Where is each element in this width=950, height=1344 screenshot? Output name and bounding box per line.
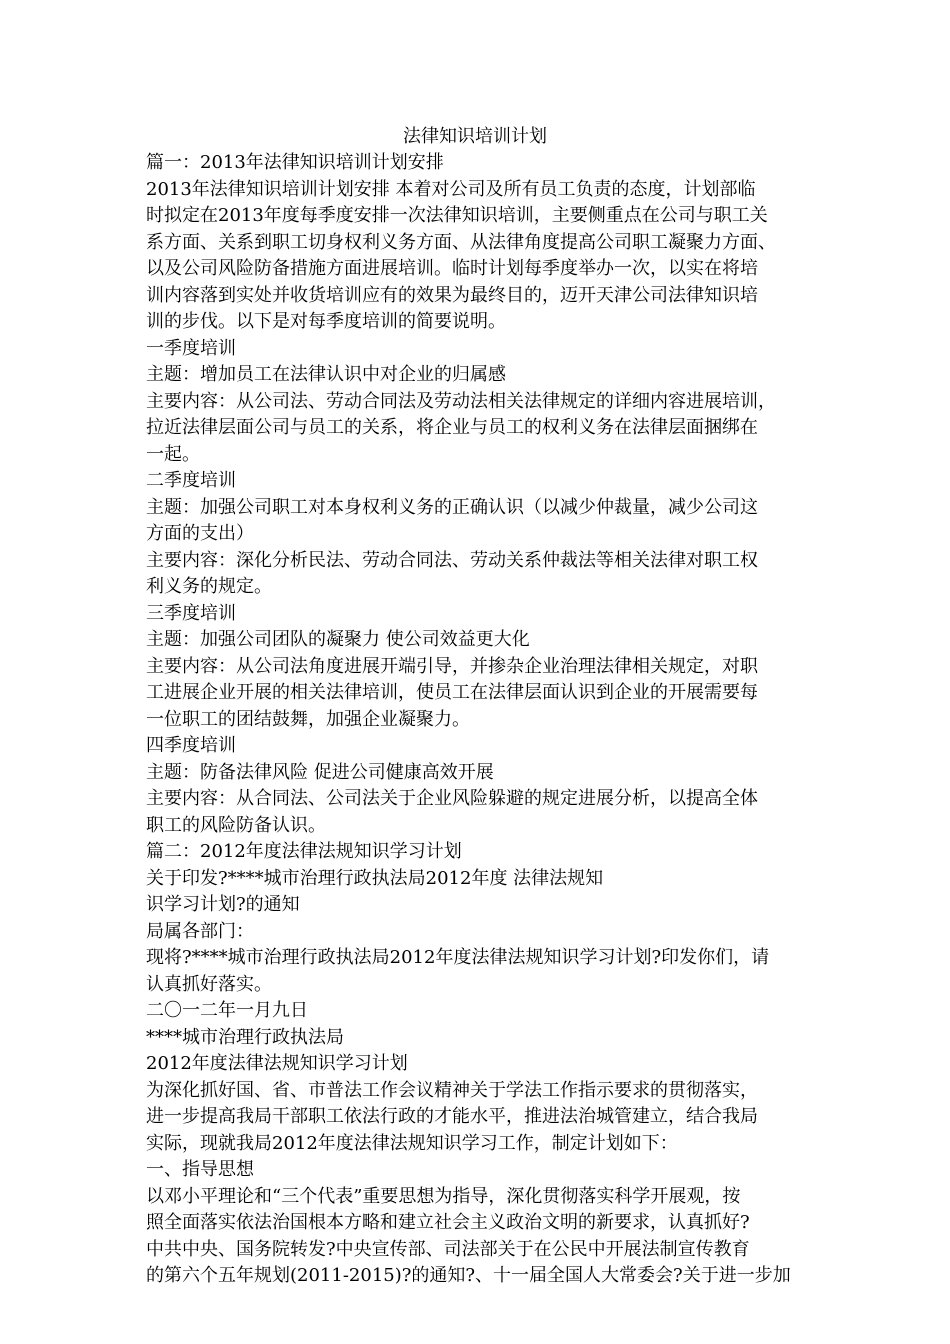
text-line: 中共中央、国务院转发?中央宣传部、司法部关于在公民中开展法制宣传教育 [146, 1238, 750, 1260]
text-line: 主要内容：深化分析民法、劳动合同法、劳动关系仲裁法等相关法律对职工权 [146, 549, 758, 571]
text-line: 2012年度法律法规知识学习计划 [146, 1053, 408, 1074]
text-line: 时拟定在2013年度每季度安排一次法律知识培训，主要侧重点在公司与职工关 [146, 205, 768, 226]
text-line: 一季度培训 [146, 337, 236, 359]
text-line: 二季度培训 [146, 470, 236, 491]
document-body [146, 150, 810, 1290]
text-line: ****城市治理行政执法局 [146, 1026, 344, 1048]
text-line: 工进展企业开展的相关法律培训，使员工在法律层面认识到企业的开展需要每 [146, 682, 758, 703]
text-line: 篇二：2012年度法律法规知识学习计划 [146, 841, 462, 862]
text-line: 一起。 [146, 443, 200, 465]
text-line: 进一步提高我局干部职工依法行政的才能水平，推进法治城管建立，结合我局 [146, 1106, 758, 1127]
text-line: 主题：防备法律风险 促进公司健康高效开展 [146, 761, 494, 783]
text-line: 职工的风险防备认识。 [146, 814, 326, 836]
text-line: 主题：增加员工在法律认识中对企业的归属感 [146, 364, 506, 385]
document-title: 法律知识培训计划 [403, 126, 547, 147]
text-line: 利义务的规定。 [146, 576, 272, 597]
text-line: 现将?****城市治理行政执法局2012年度法律法规知识学习计划?印发你们，请 [146, 947, 770, 968]
text-line: 主题：加强公司职工对本身权利义务的正确认识（以减少仲裁量，减少公司这 [146, 496, 758, 518]
text-line: 的第六个五年规划(2011-2015)?的通知?、十一届全国人大常委会?关于进一步加 [146, 1265, 791, 1286]
text-line: 以邓小平理论和“三个代表”重要思想为指导，深化贯彻落实科学开展观，按 [146, 1185, 741, 1207]
text-line: 2013年法律知识培训计划安排 本着对公司及所有员工负责的态度，计划部临 [146, 178, 756, 200]
text-line: 二〇一二年一月九日 [146, 1000, 308, 1021]
text-line: 局属各部门： [146, 920, 254, 942]
text-line: 训的步伐。以下是对每季度培训的简要说明。 [146, 311, 506, 332]
text-line: 一位职工的团结鼓舞，加强企业凝聚力。 [146, 708, 470, 730]
text-line: 系方面、关系到职工切身权利义务方面、从法律角度提高公司职工凝聚力方面、 [146, 231, 776, 253]
text-line: 篇一：2013年法律知识培训计划安排 [146, 152, 444, 173]
text-line: 以及公司风险防备措施方面进展培训。临时计划每季度举办一次，以实在将培 [146, 258, 758, 279]
text-line: 关于印发?****城市治理行政执法局2012年度 法律法规知 [146, 867, 604, 889]
text-line: 训内容落到实处并收货培训应有的效果为最终目的，迈开天津公司法律知识培 [146, 284, 758, 306]
text-line: 方面的支出） [146, 523, 254, 544]
text-line: 主题：加强公司团队的凝聚力 使公司效益更大化 [146, 629, 530, 650]
text-line: 主要内容：从合同法、公司法关于企业风险躲避的规定进展分析，以提高全体 [146, 788, 758, 809]
text-line: 拉近法律层面公司与员工的关系，将企业与员工的权利义务在法律层面捆绑在 [146, 417, 758, 438]
text-line: 为深化抓好国、省、市普法工作会议精神关于学法工作指示要求的贯彻落实， [146, 1079, 758, 1101]
text-line: 照全面落实依法治国根本方略和建立社会主义政治文明的新要求，认真抓好? [146, 1212, 750, 1233]
text-line: 识学习计划?的通知 [146, 894, 300, 915]
text-line: 主要内容：从公司法角度进展开端引导，并掺杂企业治理法律相关规定，对职 [146, 655, 758, 677]
text-line: 认真抓好落实。 [146, 973, 272, 995]
text-line: 一、指导思想 [146, 1159, 254, 1180]
text-line: 四季度培训 [146, 735, 236, 756]
text-line: 实际，现就我局2012年度法律法规知识学习工作，制定计划如下： [146, 1132, 678, 1154]
text-line: 主要内容：从公司法、劳动合同法及劳动法相关法律规定的详细内容进展培训， [146, 390, 776, 412]
text-line: 三季度培训 [146, 602, 236, 624]
